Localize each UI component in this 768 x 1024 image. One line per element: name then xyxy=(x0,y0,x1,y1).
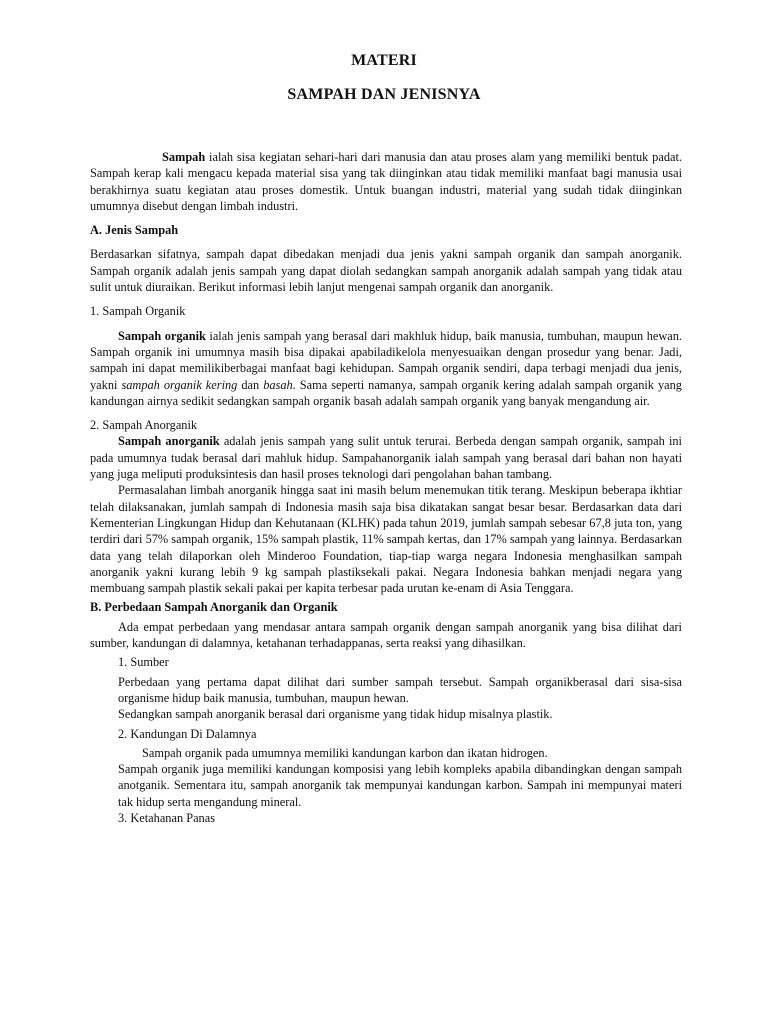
sub2-paragraph-2: Permasalahan limbah anorganik hingga saat ini masih belum menemukan titik terang. Meskipun beberapa ikhtiar telah dilaksanakan, jumlah sampah di Indonesia masih saja bisa dikatakan sangat besar besar. Berdasarkan data dari Kementerian Lingkungan Hidup dan Kehutanaan (KLHK) pada tahun 2019, jumlah sampah sebesar 67,8 juta ton, yang terdiri dari 57% sampah organik, 15% sampah plastik, 11% sampah kertas, dan 17% sampah yang lainnya. Berdasarkan data yang telah dilaporkan oleh Minderoo Foundation, tiap-tiap warga negara Indonesia menghasilkan sampah anorganik yakni kurang lebih 9 kg sampah plastiksekali pakai. Negara Indonesia bahkan menjadi negara yang membuang sampah plastik sekali pakai per kapita terbesar pada urutan ke-enam di Asia Tenggara. xyxy=(90,483,682,596)
item1-text1: Perbedaan yang pertama dapat dilihat dari sumber sampah tersebut. Sampah organikberasal dari sisa-sisa organisme hidup baik manusia, tumbuhan, maupun hewan. xyxy=(118,674,682,705)
sub2-term: Sampah anorganik xyxy=(118,434,220,449)
item2-text2: Sampah organik juga memiliki kandungan komposisi yang lebih kompleks apabila dibandingkan dengan sampah anotganik. Sementara itu, sampah anorganik tak mempunyai kandungan karbon. Sampah ini mempunyai materi tak hidup serta mengandung mineral. xyxy=(118,762,682,809)
section-b-paragraph: Ada empat perbedaan yang mendasar antara sampah organik dengan sampah anorganik yang bisa dilihat dari sumber, kandungan di dalamnya, ketahanan terhadappanas, serta reaksi yang dihasilkan. xyxy=(90,619,682,651)
sub2-text: adalah jenis sampah yang sulit untuk terurai. Berbeda dengan sampah organik, sampah ini pada umumnya tudak berasal dari mahluk hidup. Sampahanorganik ialah sampah yang berasal dari bahan non hayati yang juga meliputi produksintesis dan hasil proses teknologi dari pengolahan bahan tambang. xyxy=(90,434,682,482)
item1-text2: Sedangkan sampah anorganik berasal dari organisme yang tidak hidup misalnya plastik. xyxy=(118,707,553,722)
item3-heading: 3. Ketahanan Panas xyxy=(118,810,216,825)
section-a-paragraph: Berdasarkan sifatnya, sampah dapat dibedakan menjadi dua jenis yakni sampah organik dan sampah anorganik. Sampah organik adalah jenis sampah yang dapat diolah sedangkan sampah anorganik adalah sampah yang tidak atau sulit untuk diuraikan. Berikut informasi lebih lanjut mengenai sampah organik dan anorganik. xyxy=(90,247,682,295)
sub2-heading: 2. Sampah Anorganik xyxy=(90,418,198,433)
sub1-italic2: basah. xyxy=(263,377,296,392)
sub1-and: dan xyxy=(237,377,264,392)
section-b-heading: B. Perbedaan Sampah Anorganik dan Organik xyxy=(90,600,338,615)
sub1-heading: 1. Sampah Organik xyxy=(90,304,186,319)
sub1-term: Sampah organik xyxy=(118,328,206,343)
intro-paragraph xyxy=(90,149,682,214)
intro-term: Sampah xyxy=(162,150,206,164)
item2-heading: 2. Kandungan Di Dalamnya xyxy=(118,726,257,741)
item2-text1: Sampah organik pada umumnya memiliki kandungan karbon dan ikatan hidrogen. xyxy=(142,745,548,760)
sub1-italic1: sampah organik kering xyxy=(121,377,238,392)
page-subtitle: SAMPAH DAN JENISNYA xyxy=(287,86,481,103)
sub1-text2: Sama seperti namanya, sampah organik kering adalah sampah organik yang kandungan airnya sedikit sedangkan sampah organik basah adalah sampah organik yang banyak mengandung air. xyxy=(90,377,682,408)
sub1-paragraph xyxy=(90,328,682,409)
sub1-text1: ialah jenis sampah yang berasal dari makhluk hidup, baik manusia, tumbuhan, maupun hewan. Sampah organik ini umumnya masih bisa dipakai apabiladikelola menyesuaikan dengan prosedur yang benar. Jadi, sampah ini dapat memilikiberbagai manfaat bagi kehidupan. Sampah organik sendiri, dapa terbagi menjadi dua jenis, yakni xyxy=(90,328,682,392)
page-title: MATERI xyxy=(351,52,417,69)
intro-text: ialah sisa kegiatan sehari-hari dari manusia dan atau proses alam yang memiliki bentuk padat. Sampah kerap kali mengacu kepada material sisa yang tak diinginkan atau tidak memiliki manfaat bagi manusia usai berakhirnya suatu kegiatan atau proses domestik. Untuk buangan industri, material yang sudah tidak diinginkan umumnya disebut dengan limbah industri. xyxy=(90,150,682,213)
sub2-paragraph xyxy=(90,433,682,482)
document-body xyxy=(90,149,682,826)
section-a-heading: A. Jenis Sampah xyxy=(90,223,179,238)
item1-heading: 1. Sumber xyxy=(118,655,169,670)
